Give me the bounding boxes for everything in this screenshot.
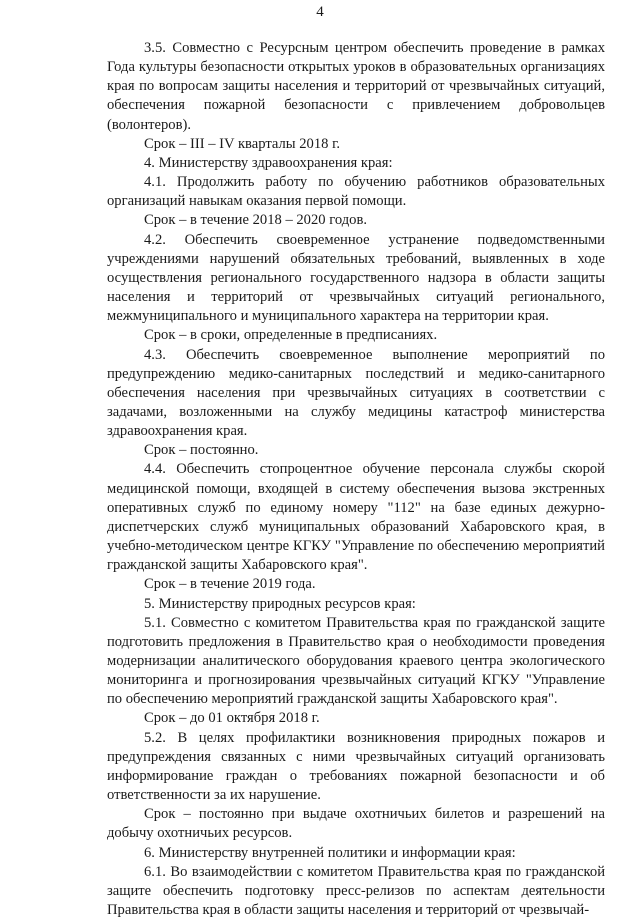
deadline-4-1: Срок – в течение 2018 – 2020 годов.	[144, 212, 367, 229]
paragraph-5-2: 5.2. В целях профилактики возникновения природных пожаров и предупреждения связанных с ними чрезвычайных ситуаций организовать информирование граждан о требованиях пожарной безопасности и об ответственности за их нарушение.	[107, 729, 605, 804]
paragraph-4-2: 4.2. Обеспечить своевременное устранение подведомственными учреждениями нарушений обязательных требований, выявленных в ходе осуществления регионального государственного надзора в области защиты населения и территорий от чрезвычайных ситуаций регионального, межмуниципального и муниципального характера на территории края.	[107, 231, 605, 325]
paragraph-4-3: 4.3. Обеспечить своевременное выполнение мероприятий по предупреждению медико-санитарных последствий и медико-санитарного обеспечения населения при чрезвычайных ситуациях в соответствии с задачами, возложенными на службу медицины катастроф министерства здравоохранения края.	[107, 346, 605, 440]
paragraph-3-5: 3.5. Совместно с Ресурсным центром обеспечить проведение в рамках Года культуры безопасности открытых уроков в образовательных организациях края по вопросам защиты населения и территорий от чрезвычайных ситуаций, обеспечения пожарной безопасности с привлечением добровольцев (волонтеров).	[107, 40, 605, 133]
section-4-heading: 4. Министерству здравоохранения края:	[144, 154, 393, 171]
paragraph-5-1: 5.1. Совместно с комитетом Правительства края по гражданской защите подготовить предложения в Правительство края о необходимости проведения модернизации аналитического оборудования краевого центра экологического мониторинга и прогнозирования чрезвычайных ситуаций КГКУ "Управление по обеспечению мероприятий гражданской защиты Хабаровского края".	[107, 614, 605, 708]
deadline-3-5: Срок – III – IV кварталы 2018 г.	[144, 135, 341, 152]
paragraph-6-1: 6.1. Во взаимодействии с комитетом Правительства края по гражданской защите обеспечить подготовку пресс-релизов по аспектам деятельности Правительства края в области защиты населения и территорий от чрезвычай-	[107, 863, 605, 919]
section-6-heading: 6. Министерству внутренней политики и информации края:	[144, 844, 516, 861]
deadline-5-2: Срок – постоянно при выдаче охотничьих билетов и разрешений на добычу охотничьих ресурсов.	[107, 806, 605, 842]
deadline-4-3: Срок – постоянно.	[144, 442, 259, 459]
document-body	[107, 39, 605, 920]
section-5-heading: 5. Министерству природных ресурсов края:	[144, 595, 416, 612]
deadline-4-2: Срок – в сроки, определенные в предписаниях.	[144, 327, 438, 344]
page-number: 4	[316, 4, 324, 20]
deadline-4-4: Срок – в течение 2019 года.	[144, 576, 316, 593]
paragraph-4-4: 4.4. Обеспечить стопроцентное обучение персонала службы скорой медицинской помощи, входящей в систему обеспечения вызова экстренных оперативных служб по единому номеру "112" на базе единых дежурно-диспетчерских служб муниципальных образований Хабаровского края, в учебно-методическом центре КГКУ "Управление по обеспечению мероприятий гражданской защиты Хабаровского края".	[107, 461, 605, 574]
paragraph-4-1: 4.1. Продолжить работу по обучению работников образовательных организаций навыкам оказания первой помощи.	[107, 174, 605, 210]
deadline-5-1: Срок – до 01 октября 2018 г.	[144, 710, 320, 727]
